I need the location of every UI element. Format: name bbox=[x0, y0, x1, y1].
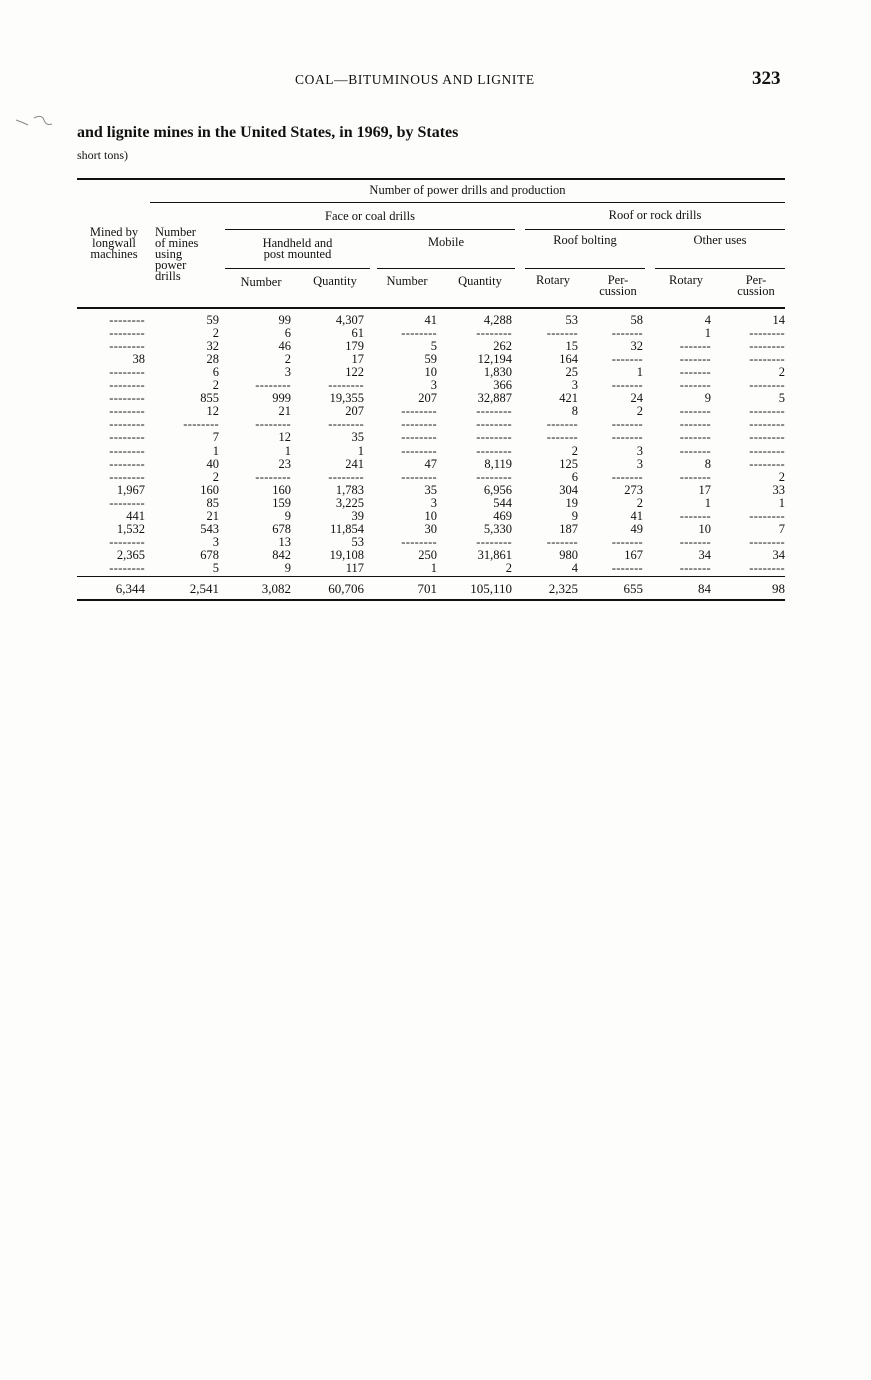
ou-rotary-header: Rotary bbox=[668, 273, 704, 287]
cell-rb-percussion: ------- bbox=[611, 469, 643, 484]
cell-rb-rotary: 3 bbox=[571, 378, 578, 393]
cell-longwall: -------- bbox=[109, 404, 145, 419]
cell-hh-quantity: 19,108 bbox=[329, 547, 364, 562]
cell-mob-quantity: 32,887 bbox=[477, 391, 512, 406]
cell-mines: 59 bbox=[206, 313, 219, 327]
cell-mob-number: 207 bbox=[418, 391, 437, 406]
cell-hh-number: 678 bbox=[272, 521, 291, 536]
cell-ou-percussion: -------- bbox=[749, 508, 785, 523]
cell-mob-number: 1 bbox=[430, 560, 437, 575]
rb-percussion-header: Per- cussion bbox=[599, 273, 637, 298]
cell-mines: 21 bbox=[206, 508, 219, 523]
cell-rb-percussion: 49 bbox=[630, 521, 643, 536]
cell-rb-percussion: ------- bbox=[611, 326, 643, 341]
cell-ou-percussion: 33 bbox=[772, 482, 785, 497]
cell-mob-number: 35 bbox=[424, 482, 437, 497]
cell-hh-quantity: 179 bbox=[345, 339, 364, 354]
cell-rb-percussion: ------- bbox=[611, 534, 643, 549]
face-group-rule bbox=[225, 229, 515, 230]
cell-hh-number: 21 bbox=[278, 404, 291, 419]
total-rb-rotary: 2,325 bbox=[548, 581, 578, 596]
cell-hh-number: 999 bbox=[272, 391, 291, 406]
table-subtitle: short tons) bbox=[77, 148, 128, 162]
cell-ou-percussion: -------- bbox=[749, 534, 785, 549]
cell-mob-number: 10 bbox=[424, 508, 437, 523]
cell-ou-percussion: 34 bbox=[772, 547, 785, 562]
roof-group-rule bbox=[525, 229, 785, 230]
hh-quantity-header: Quantity bbox=[313, 274, 357, 288]
cell-hh-number: 13 bbox=[278, 534, 291, 549]
cell-mines: 5 bbox=[212, 560, 219, 575]
cell-mob-number: -------- bbox=[401, 404, 437, 419]
cell-rb-rotary: 2 bbox=[571, 443, 578, 458]
cell-mob-number: -------- bbox=[401, 417, 437, 432]
cell-ou-rotary: ------- bbox=[679, 417, 711, 432]
cell-ou-rotary: ------- bbox=[679, 560, 711, 575]
cell-longwall: -------- bbox=[109, 430, 145, 445]
handheld-header: Handheld and post mounted bbox=[262, 236, 333, 261]
cell-hh-quantity: 117 bbox=[345, 560, 364, 575]
cell-ou-rotary: ------- bbox=[679, 404, 711, 419]
running-title: COAL—BITUMINOUS AND LIGNITE bbox=[295, 72, 535, 87]
cell-ou-rotary: ------- bbox=[679, 352, 711, 367]
page-number: 323 bbox=[752, 68, 781, 89]
cell-mob-number: 30 bbox=[424, 521, 437, 536]
cell-hh-number: 9 bbox=[284, 508, 291, 523]
cell-hh-number: 99 bbox=[278, 313, 291, 327]
cell-longwall: -------- bbox=[109, 365, 145, 380]
total-mob-quantity: 105,110 bbox=[470, 581, 512, 596]
cell-mines: 2 bbox=[212, 469, 219, 484]
cell-hh-quantity: 61 bbox=[351, 326, 364, 341]
other-uses-rule bbox=[655, 268, 785, 269]
cell-rb-percussion: 273 bbox=[624, 482, 643, 497]
cell-hh-number: 6 bbox=[284, 326, 291, 341]
mines-count-header: Number of mines using power drills bbox=[155, 225, 199, 283]
cell-hh-number: -------- bbox=[255, 469, 291, 484]
cell-longwall: 1,967 bbox=[116, 482, 145, 497]
cell-ou-rotary: 10 bbox=[698, 521, 711, 536]
cell-hh-quantity: 241 bbox=[345, 456, 364, 471]
cell-rb-rotary: 15 bbox=[565, 339, 578, 354]
cell-mines: 85 bbox=[206, 495, 219, 510]
cell-mob-quantity: -------- bbox=[476, 430, 512, 445]
cell-rb-percussion: 1 bbox=[636, 365, 643, 380]
cell-mob-quantity: 469 bbox=[493, 508, 512, 523]
cell-ou-rotary: 4 bbox=[704, 313, 711, 327]
cell-ou-rotary: ------- bbox=[679, 534, 711, 549]
cell-mob-quantity: 5,330 bbox=[483, 521, 512, 536]
cell-mines: 12 bbox=[206, 404, 219, 419]
cell-longwall: -------- bbox=[109, 560, 145, 575]
cell-longwall: -------- bbox=[109, 339, 145, 354]
cell-ou-percussion: 5 bbox=[778, 391, 785, 406]
cell-ou-rotary: ------- bbox=[679, 469, 711, 484]
cell-mob-number: -------- bbox=[401, 430, 437, 445]
cell-mines: 2 bbox=[212, 326, 219, 341]
cell-longwall: -------- bbox=[109, 326, 145, 341]
cell-hh-quantity: -------- bbox=[328, 378, 364, 393]
cell-rb-percussion: 3 bbox=[636, 443, 643, 458]
cell-hh-quantity: 1 bbox=[357, 443, 364, 458]
cell-rb-rotary: 187 bbox=[559, 521, 578, 536]
mob-number-header: Number bbox=[386, 274, 428, 288]
cell-ou-percussion: -------- bbox=[749, 404, 785, 419]
cell-hh-number: 23 bbox=[278, 456, 291, 471]
cell-rb-percussion: ------- bbox=[611, 417, 643, 432]
cell-longwall: 2,365 bbox=[116, 547, 145, 562]
cell-hh-number: -------- bbox=[255, 378, 291, 393]
cell-mob-quantity: -------- bbox=[476, 443, 512, 458]
cell-hh-number: 2 bbox=[284, 352, 291, 367]
cell-rb-rotary: 9 bbox=[571, 508, 578, 523]
cell-rb-rotary: ------- bbox=[546, 417, 578, 432]
cell-rb-percussion: 2 bbox=[636, 495, 643, 510]
pencil-mark-icon bbox=[14, 112, 58, 134]
cell-hh-number: 160 bbox=[272, 482, 291, 497]
ou-percussion-header: Per- cussion bbox=[737, 273, 775, 298]
cell-rb-percussion: 2 bbox=[636, 404, 643, 419]
cell-hh-quantity: 19,355 bbox=[329, 391, 364, 406]
cell-rb-rotary: ------- bbox=[546, 326, 578, 341]
cell-rb-rotary: ------- bbox=[546, 534, 578, 549]
cell-rb-percussion: 32 bbox=[630, 339, 643, 354]
cell-rb-percussion: ------- bbox=[611, 378, 643, 393]
longwall-header: Mined by longwall machines bbox=[89, 225, 139, 261]
cell-rb-rotary: 421 bbox=[559, 391, 578, 406]
mob-quantity-header: Quantity bbox=[458, 274, 502, 288]
cell-ou-percussion: -------- bbox=[749, 352, 785, 367]
cell-longwall: -------- bbox=[109, 417, 145, 432]
cell-mob-number: 3 bbox=[430, 378, 437, 393]
cell-rb-rotary: 19 bbox=[565, 495, 578, 510]
cell-mob-number: -------- bbox=[401, 469, 437, 484]
cell-mob-quantity: -------- bbox=[476, 469, 512, 484]
cell-ou-rotary: ------- bbox=[679, 378, 711, 393]
cell-mines: 2 bbox=[212, 378, 219, 393]
cell-rb-rotary: 53 bbox=[565, 313, 578, 327]
cell-hh-quantity: 207 bbox=[345, 404, 364, 419]
cell-mines: 3 bbox=[212, 534, 219, 549]
cell-longwall: -------- bbox=[109, 313, 145, 327]
cell-rb-percussion: ------- bbox=[611, 352, 643, 367]
cell-ou-percussion: -------- bbox=[749, 417, 785, 432]
cell-mob-quantity: 262 bbox=[493, 339, 512, 354]
cell-ou-rotary: 1 bbox=[704, 495, 711, 510]
cell-mob-quantity: 544 bbox=[493, 495, 512, 510]
cell-rb-rotary: 304 bbox=[559, 482, 578, 497]
cell-mines: -------- bbox=[183, 417, 219, 432]
cell-rb-rotary: 980 bbox=[559, 547, 578, 562]
cell-mines: 32 bbox=[206, 339, 219, 354]
cell-mines: 1 bbox=[212, 443, 219, 458]
cell-ou-rotary: 9 bbox=[704, 391, 711, 406]
cell-mob-quantity: -------- bbox=[476, 326, 512, 341]
cell-mob-quantity: 1,830 bbox=[483, 365, 512, 380]
roof-group-header: Roof or rock drills bbox=[608, 208, 702, 222]
cell-hh-quantity: 4,307 bbox=[335, 313, 364, 327]
cell-hh-quantity: 17 bbox=[351, 352, 364, 367]
roof-bolting-rule bbox=[525, 268, 645, 269]
cell-rb-rotary: ------- bbox=[546, 430, 578, 445]
cell-ou-rotary: ------- bbox=[679, 508, 711, 523]
cell-hh-number: 46 bbox=[278, 339, 291, 354]
roof-bolting-header: Roof bolting bbox=[553, 233, 617, 247]
cell-mob-number: 41 bbox=[424, 313, 437, 327]
cell-ou-percussion: -------- bbox=[749, 560, 785, 575]
cell-mob-number: 5 bbox=[430, 339, 437, 354]
cell-hh-number: -------- bbox=[255, 417, 291, 432]
cell-mob-number: -------- bbox=[401, 443, 437, 458]
cell-hh-quantity: 3,225 bbox=[335, 495, 364, 510]
cell-longwall: 38 bbox=[132, 352, 145, 367]
cell-mob-quantity: 366 bbox=[493, 378, 512, 393]
cell-mob-number: 3 bbox=[430, 495, 437, 510]
cell-mines: 678 bbox=[200, 547, 219, 562]
cell-longwall: -------- bbox=[109, 469, 145, 484]
cell-hh-quantity: -------- bbox=[328, 469, 364, 484]
cell-rb-percussion: 58 bbox=[630, 313, 643, 327]
cell-rb-percussion: 3 bbox=[636, 456, 643, 471]
cell-longwall: 441 bbox=[126, 508, 145, 523]
cell-ou-rotary: 1 bbox=[704, 326, 711, 341]
cell-mines: 40 bbox=[206, 456, 219, 471]
total-ou-rotary: 84 bbox=[698, 581, 711, 596]
cell-ou-rotary: ------- bbox=[679, 430, 711, 445]
cell-ou-percussion: 1 bbox=[778, 495, 785, 510]
face-group-header: Face or coal drills bbox=[325, 209, 415, 223]
cell-hh-number: 9 bbox=[284, 560, 291, 575]
total-longwall: 6,344 bbox=[115, 581, 145, 596]
cell-hh-number: 12 bbox=[278, 430, 291, 445]
group-rule bbox=[150, 202, 785, 203]
cell-ou-rotary: 8 bbox=[704, 456, 711, 471]
cell-rb-rotary: 164 bbox=[559, 352, 578, 367]
group-header: Number of power drills and production bbox=[369, 183, 566, 197]
cell-hh-quantity: 39 bbox=[351, 508, 364, 523]
table-title: and lignite mines in the United States, in 1969, by States bbox=[77, 124, 459, 141]
cell-hh-quantity: 122 bbox=[345, 365, 364, 380]
cell-mob-number: 250 bbox=[418, 547, 437, 562]
cell-mob-quantity: 12,194 bbox=[477, 352, 512, 367]
cell-mob-quantity: 6,956 bbox=[483, 482, 512, 497]
cell-rb-percussion: 167 bbox=[624, 547, 643, 562]
cell-mines: 855 bbox=[200, 391, 219, 406]
cell-mob-quantity: 4,288 bbox=[483, 313, 512, 327]
table-bottom-rule bbox=[77, 599, 785, 601]
cell-longwall: -------- bbox=[109, 391, 145, 406]
header-bottom-rule bbox=[77, 307, 785, 309]
handheld-rule bbox=[225, 268, 370, 269]
cell-longwall: 1,532 bbox=[116, 521, 145, 536]
cell-hh-quantity: 1,783 bbox=[335, 482, 364, 497]
cell-mob-number: -------- bbox=[401, 326, 437, 341]
mobile-rule bbox=[377, 268, 515, 269]
cell-rb-rotary: 25 bbox=[565, 365, 578, 380]
cell-mob-number: 47 bbox=[424, 456, 437, 471]
cell-ou-percussion: -------- bbox=[749, 443, 785, 458]
cell-mob-quantity: -------- bbox=[476, 404, 512, 419]
total-mob-number: 701 bbox=[417, 581, 437, 596]
cell-rb-rotary: 6 bbox=[571, 469, 578, 484]
cell-mob-number: 10 bbox=[424, 365, 437, 380]
cell-ou-rotary: ------- bbox=[679, 339, 711, 354]
cell-rb-percussion: ------- bbox=[611, 430, 643, 445]
cell-hh-number: 842 bbox=[272, 547, 291, 562]
cell-hh-number: 3 bbox=[284, 365, 291, 380]
cell-rb-rotary: 8 bbox=[571, 404, 578, 419]
cell-rb-percussion: ------- bbox=[611, 560, 643, 575]
cell-ou-percussion: -------- bbox=[749, 339, 785, 354]
cell-mob-quantity: -------- bbox=[476, 534, 512, 549]
cell-mob-number: -------- bbox=[401, 534, 437, 549]
cell-rb-rotary: 4 bbox=[571, 560, 578, 575]
cell-mob-quantity: 31,861 bbox=[477, 547, 512, 562]
cell-ou-percussion: 2 bbox=[778, 469, 785, 484]
cell-mob-number: 59 bbox=[424, 352, 437, 367]
cell-hh-quantity: 11,854 bbox=[330, 521, 364, 536]
cell-hh-quantity: 35 bbox=[351, 430, 364, 445]
total-ou-percussion: 98 bbox=[772, 581, 785, 596]
cell-mines: 7 bbox=[212, 430, 219, 445]
cell-ou-percussion: 7 bbox=[778, 521, 785, 536]
total-rb-percussion: 655 bbox=[623, 581, 643, 596]
cell-mob-quantity: 8,119 bbox=[484, 456, 512, 471]
cell-longwall: -------- bbox=[109, 534, 145, 549]
cell-rb-percussion: 41 bbox=[630, 508, 643, 523]
cell-ou-rotary: 34 bbox=[698, 547, 711, 562]
cell-longwall: -------- bbox=[109, 443, 145, 458]
cell-mob-quantity: 2 bbox=[505, 560, 512, 575]
cell-ou-rotary: ------- bbox=[679, 365, 711, 380]
cell-longwall: -------- bbox=[109, 456, 145, 471]
cell-ou-percussion: -------- bbox=[749, 378, 785, 393]
cell-ou-percussion: -------- bbox=[749, 456, 785, 471]
cell-longwall: -------- bbox=[109, 495, 145, 510]
table-top-rule bbox=[77, 178, 785, 180]
total-mines: 2,541 bbox=[189, 581, 219, 596]
cell-longwall: -------- bbox=[109, 378, 145, 393]
mobile-header: Mobile bbox=[427, 235, 465, 249]
cell-ou-percussion: -------- bbox=[749, 326, 785, 341]
cell-ou-percussion: 14 bbox=[772, 313, 785, 327]
cell-mines: 160 bbox=[200, 482, 219, 497]
cell-ou-rotary: ------- bbox=[679, 443, 711, 458]
running-head bbox=[0, 68, 871, 92]
cell-rb-rotary: 125 bbox=[559, 456, 578, 471]
hh-number-header: Number bbox=[240, 275, 282, 289]
other-uses-header: Other uses bbox=[693, 233, 747, 247]
cell-hh-number: 1 bbox=[284, 443, 291, 458]
totals-top-rule bbox=[77, 576, 785, 577]
cell-ou-rotary: 17 bbox=[698, 482, 711, 497]
cell-rb-percussion: 24 bbox=[630, 391, 643, 406]
cell-hh-quantity: 53 bbox=[351, 534, 364, 549]
total-hh-number: 3,082 bbox=[261, 581, 291, 596]
cell-mines: 6 bbox=[212, 365, 219, 380]
cell-ou-percussion: -------- bbox=[749, 430, 785, 445]
cell-mines: 543 bbox=[200, 521, 219, 536]
rb-rotary-header: Rotary bbox=[535, 273, 571, 287]
cell-mob-quantity: -------- bbox=[476, 417, 512, 432]
total-hh-quantity: 60,706 bbox=[328, 581, 364, 596]
cell-hh-number: 159 bbox=[272, 495, 291, 510]
cell-hh-quantity: -------- bbox=[328, 417, 364, 432]
cell-mines: 28 bbox=[206, 352, 219, 367]
cell-ou-percussion: 2 bbox=[778, 365, 785, 380]
